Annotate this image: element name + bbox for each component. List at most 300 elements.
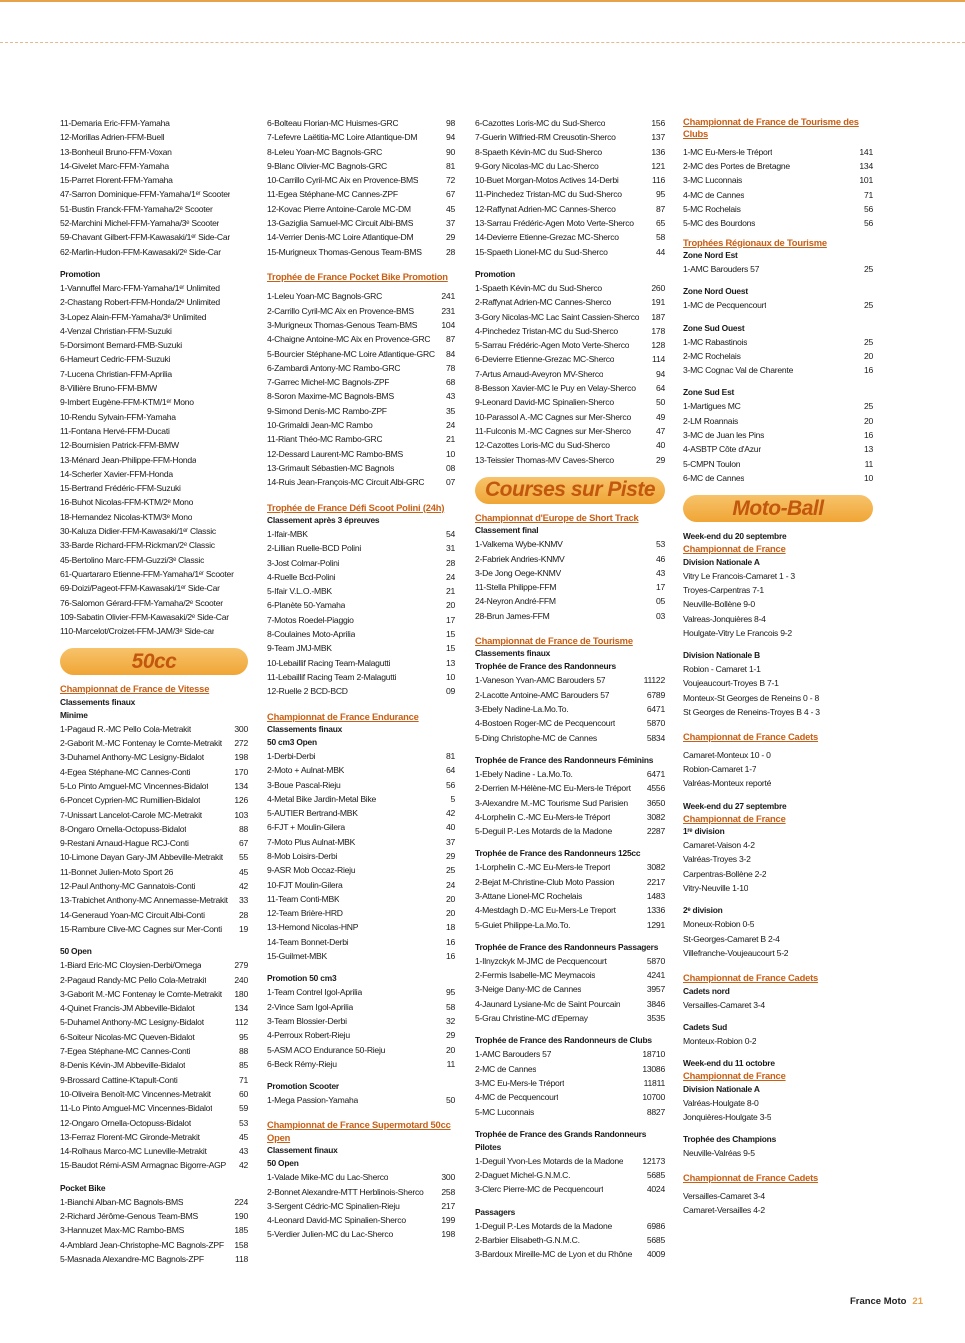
result-points: 240: [234, 974, 248, 985]
result-row: [683, 662, 873, 676]
result-points: 08: [445, 462, 455, 473]
section-subtitle: Cadets Sud: [683, 1021, 728, 1032]
result-row: [475, 997, 665, 1011]
result-name: 3-Attane Lionel-MC Rochelais: [475, 890, 583, 901]
result-name: 2-MC des Portes de Bretagne: [683, 161, 790, 172]
result-name: 8-Besson Xavier-MC le Puy en Velay-Sherco: [475, 383, 636, 394]
result-points: 37: [445, 836, 455, 847]
results-list: [475, 281, 665, 467]
result-points: 88: [238, 823, 248, 834]
result-points: 198: [441, 1229, 455, 1240]
result-row: [60, 338, 248, 352]
result-points: 241: [441, 291, 455, 302]
result-name: 3-Gaborit M.-MC Fontenay le Comte-Metrakit: [60, 988, 222, 999]
result-name: 13-Sarrau Frédéric-Agen Moto Verte-Sherco: [475, 218, 634, 229]
result-name: 13-Bonheuil Bruno-FFM-Voxan: [60, 146, 172, 157]
section-subtitle: Trophée de France des Randonneurs Féminins: [475, 754, 654, 765]
result-row: [683, 428, 873, 442]
results-list: [683, 145, 873, 231]
result-row: [683, 414, 873, 428]
result-row: [475, 187, 665, 201]
result-name: Moneux-Robion 0-5: [683, 919, 755, 930]
section-subtitle: Passagers: [475, 1206, 516, 1217]
result-name: 8-Soron Maxime-MC Bagnols-BMS: [267, 391, 394, 402]
result-name: 2-Fermis Isabelle-MC Meymacois: [475, 970, 596, 981]
section-subtitle: Trophée de France des Randonneurs de Clubs: [475, 1035, 652, 1046]
result-name: 3-De Jong Oege-KNMV: [475, 567, 562, 578]
result-row: [60, 567, 248, 581]
result-name: 1-Biard Eric-MC Cloysien-Derbi/Omega: [60, 960, 202, 971]
results-list: [475, 673, 665, 744]
result-points: 4241: [646, 970, 665, 981]
section-subtitle: Cadets nord: [683, 985, 730, 996]
result-row: [683, 881, 873, 895]
result-row: [60, 1058, 248, 1072]
result-row: [267, 792, 455, 806]
result-points: 11122: [643, 675, 665, 686]
result-row: [475, 1090, 665, 1104]
result-points: 170: [234, 766, 248, 777]
result-points: 25: [445, 865, 455, 876]
result-row: [475, 1062, 665, 1076]
result-row: [60, 1209, 248, 1223]
result-points: 29: [445, 232, 455, 243]
result-row: [267, 527, 455, 541]
result-row: [683, 838, 873, 852]
result-row: [475, 338, 665, 352]
result-name: 2-Fabriek Andries-KNMV: [475, 553, 565, 564]
banner-label: Courses sur Piste: [484, 478, 656, 502]
result-row: [683, 776, 873, 790]
result-row: [267, 641, 455, 655]
result-row: [475, 537, 665, 551]
result-name: Carpentras-Bollène 2-2: [683, 868, 767, 879]
section-subtitle: Division Nationale A: [683, 1083, 760, 1094]
result-row: [683, 998, 873, 1012]
result-points: 64: [655, 383, 665, 394]
result-name: 3-Ebely Nadine-La.Mo.To.: [475, 704, 569, 715]
result-row: [60, 553, 248, 567]
result-name: 2-Lacotte Antoine-AMC Barouders 57: [475, 689, 610, 700]
result-name: 61-Quartararo Etienne-FFM-Yamaha/1ᵉʳ Scooter: [60, 568, 234, 579]
result-name: 2-Gaborit M.-MC Fontenay le Comte-Metrakit: [60, 738, 222, 749]
result-row: [267, 418, 455, 432]
result-name: 13-Ferraz Florent-MC Gironde-Metrakit: [60, 1131, 200, 1142]
result-name: 16-Buhot Nicolas-FFM-KTM/2ᵉ Mono: [60, 497, 194, 508]
section-title: Championnat de France Cadets: [683, 972, 819, 984]
result-row: [475, 424, 665, 438]
result-row: [475, 202, 665, 216]
result-name: 7-Garrec Michel-MC Bagnols-ZPF: [267, 377, 390, 388]
section-subtitle: Trophée de France des Grands Randonneurs: [475, 1128, 647, 1139]
result-row: [60, 1116, 248, 1130]
section-title: Championnat de France de Tourisme des Clubs: [683, 116, 859, 140]
section-title: Championnat d'Europe de Short Track: [475, 511, 639, 523]
result-name: Troyes-Carpentras 7-1: [683, 584, 764, 595]
results-list: [60, 722, 248, 936]
result-name: 2-LM Roannais: [683, 415, 739, 426]
result-name: 2-Chastang Robert-FFM-Honda/2ᵉ Unlimited: [60, 297, 220, 308]
section-title: Trophée de France Pocket Bike Promotion: [267, 270, 448, 282]
result-points: 25: [863, 264, 873, 274]
result-row: [683, 1189, 873, 1203]
result-name: 1-Ebely Nadine - La.Mo.To.: [475, 768, 573, 779]
result-name: 13-Gaziglia Samuel-MC Circuit Albi-BMS: [267, 218, 414, 229]
result-points: 50: [445, 1095, 455, 1106]
section-subtitle: Trophée des Champions: [683, 1134, 777, 1145]
section-subtitle: Zone Nord Ouest: [683, 286, 748, 297]
result-name: 4-ASBTP Côte d'Azur: [683, 444, 761, 455]
result-row: [60, 467, 248, 481]
result-points: 25: [863, 336, 873, 347]
result-name: Valréas-Houlgate 8-0: [683, 1097, 759, 1108]
result-points: 24: [445, 571, 455, 582]
result-points: 87: [445, 334, 455, 345]
result-points: 17: [445, 614, 455, 625]
result-name: 11-Pinchedez Tristan-MC du Sud-Sherco: [475, 189, 622, 200]
result-row: [683, 748, 873, 762]
result-name: 3-Neige Dany-MC de Cannes: [475, 984, 582, 995]
result-row: [475, 130, 665, 144]
section-title: Championnat de France: [683, 1070, 786, 1082]
result-row: [475, 159, 665, 173]
result-row: [267, 892, 455, 906]
result-points: 114: [652, 354, 665, 365]
result-row: [683, 145, 873, 159]
result-points: 20: [863, 415, 873, 426]
result-row: [683, 202, 873, 216]
result-row: [60, 395, 248, 409]
result-name: 5-ASM ACO Endurance 50-Rieju: [267, 1044, 386, 1055]
result-name: Monteux-St Georges de Reneins 0 - 8: [683, 692, 819, 703]
result-row: [475, 145, 665, 159]
result-row: [60, 438, 248, 452]
result-row: [267, 404, 455, 418]
result-points: 45: [238, 1131, 248, 1142]
result-name: 11-Stella Philippe-FFM: [475, 582, 557, 593]
result-row: [475, 1047, 665, 1061]
result-name: 4-Bostoen Roger-MC de Pecquencourt: [475, 718, 616, 729]
result-row: [60, 481, 248, 495]
result-points: 33: [238, 895, 248, 906]
result-row: [60, 736, 248, 750]
result-points: 67: [445, 189, 455, 200]
banner-label: 50cc: [131, 649, 177, 673]
result-points: 121: [651, 160, 665, 171]
result-row: [683, 335, 873, 349]
result-row: [60, 410, 248, 424]
result-row: [60, 116, 248, 130]
result-name: 1-MC Eu-Mers-le Tréport: [683, 146, 773, 157]
result-row: [683, 705, 873, 719]
result-row: [267, 570, 455, 584]
section-title: Championnat de France de Tourisme: [475, 635, 633, 647]
result-name: 3-Duhamel Anthony-MC Lesigny-Bidalot: [60, 752, 204, 763]
result-name: 1-AMC Barouders 57: [683, 264, 760, 274]
result-row: [60, 216, 248, 230]
result-row: [60, 1015, 248, 1029]
result-name: 10-Limone Dayan Gary-JM Abbeville-Metrakit: [60, 852, 223, 863]
result-name: 1-MC Rabastinois: [683, 336, 748, 347]
result-row: [60, 295, 248, 309]
result-name: Neuville-Bollène 9-0: [683, 599, 755, 610]
result-points: 72: [445, 175, 455, 186]
publication-name: France Moto: [849, 1296, 907, 1307]
result-points: 5685: [646, 1235, 665, 1246]
results-list: [475, 860, 665, 931]
results-list: [683, 569, 873, 640]
result-row: [60, 822, 248, 836]
result-name: Camaret-Monteux 10 - 0: [683, 749, 771, 760]
result-points: 11811: [643, 1077, 665, 1088]
section-subtitle: Zone Nord Est: [683, 250, 738, 260]
result-points: 24: [445, 420, 455, 431]
result-name: 5-Grau Christine-MC d'Epernay: [475, 1013, 588, 1024]
section-title: Trophées Régionaux de Tourisme: [683, 236, 827, 248]
result-name: 15-Spaeth Lionel-MC du Sud-Sherco: [475, 246, 608, 257]
result-points: 134: [234, 1003, 248, 1014]
result-name: 6-Zambardi Antony-MC Rambo-GRC: [267, 362, 401, 373]
result-name: 45-Bertolino Marc-FFM-Guzzi/3ᵉ Classic: [60, 554, 205, 565]
result-row: [475, 173, 665, 187]
result-name: 4-MC de Cannes: [683, 189, 745, 200]
result-row: [267, 173, 455, 187]
result-points: 128: [651, 340, 665, 351]
section-subtitle: 50 Open: [60, 946, 92, 957]
result-points: 20: [445, 1044, 455, 1055]
result-name: 14-Scherler Xavier-FFM-Honda: [60, 468, 173, 479]
result-row: [475, 1233, 665, 1247]
result-name: 9-Leonard David-MC Spinalien-Sherco: [475, 397, 614, 408]
result-row: [60, 779, 248, 793]
result-points: 88: [238, 1046, 248, 1057]
result-points: 6471: [646, 704, 665, 715]
result-name: 7-Lucena Christian-FFM-Aprilia: [60, 368, 172, 379]
result-name: 5-Bourcier Stéphane-MC Loire Atlantique-GRC: [267, 348, 435, 359]
result-name: 6-MC de Cannes: [683, 472, 745, 483]
result-row: [60, 750, 248, 764]
section-subtitle: Week-end du 11 octobre: [683, 1058, 775, 1069]
result-name: 6-Devierre Etienne-Grezac MC-Sherco: [475, 354, 615, 365]
result-name: 10-Parassol A.-MC Cagnes sur Mer-Sherco: [475, 411, 631, 422]
result-name: 3-Bardoux Mireille-MC de Lyon et du Rhône: [475, 1249, 633, 1260]
result-row: [683, 612, 873, 626]
result-row: [475, 796, 665, 810]
result-name: 28-Brun James-FFM: [475, 610, 550, 621]
result-row: [475, 1011, 665, 1025]
result-name: 2-MC de Cannes: [475, 1063, 537, 1074]
result-row: [267, 627, 455, 641]
result-row: [60, 1087, 248, 1101]
result-points: 81: [445, 160, 455, 171]
result-row: [683, 569, 873, 583]
result-points: 185: [234, 1225, 248, 1236]
results-list: [683, 838, 873, 895]
result-row: [267, 806, 455, 820]
result-points: 6986: [646, 1220, 665, 1231]
result-points: 29: [655, 454, 665, 465]
result-row: [683, 583, 873, 597]
result-name: 1-Ilnyzckyk M-JMC de Pecquencourt: [475, 955, 607, 966]
result-row: [475, 1168, 665, 1182]
result-row: [475, 968, 665, 982]
result-name: Camaret-Vaison 4-2: [683, 840, 755, 851]
result-points: 65: [655, 218, 665, 229]
result-points: 28: [238, 909, 248, 920]
result-row: [60, 1130, 248, 1144]
result-points: 45: [238, 866, 248, 877]
result-points: 101: [859, 175, 873, 186]
result-name: Valreas-Jonquières 8-4: [683, 613, 766, 624]
result-row: [60, 850, 248, 864]
results-list: [475, 1154, 665, 1197]
banner-label: Moto-Ball: [732, 496, 824, 520]
result-name: 24-Neyron André-FFM: [475, 596, 556, 607]
result-points: 24: [445, 879, 455, 890]
result-points: 136: [651, 146, 665, 157]
result-name: 6-Beck Rémy-Rieju: [267, 1058, 337, 1069]
result-name: 11-Lo Pinto Amguel-MC Vincennes-Bidalot: [60, 1103, 213, 1114]
result-name: 3-Boue Pascal-Rieju: [267, 779, 341, 790]
result-points: 112: [235, 1017, 248, 1028]
result-name: Vitry Le Francois-Camaret 1 - 3: [683, 570, 795, 581]
result-points: 43: [445, 391, 455, 402]
result-points: 4009: [646, 1249, 665, 1260]
result-name: 5-Verdier Julien-MC du Lac-Sherco: [267, 1229, 393, 1240]
result-row: [475, 688, 665, 702]
result-row: [267, 1227, 455, 1241]
result-row: [60, 908, 248, 922]
section-subtitle: Zone Sud Ouest: [683, 322, 745, 333]
result-row: [683, 762, 873, 776]
result-row: [60, 836, 248, 850]
result-row: [267, 475, 455, 489]
results-list: [683, 262, 873, 276]
section-title: Championnat de France: [683, 812, 786, 824]
section-subtitle: Promotion 50 cm3: [267, 973, 337, 984]
result-points: 40: [655, 440, 665, 451]
result-row: [475, 281, 665, 295]
section-subtitle: Trophée de France des Randonneurs 125cc: [475, 848, 641, 859]
result-row: [267, 375, 455, 389]
result-points: 3535: [646, 1013, 665, 1024]
results-list: [267, 289, 455, 489]
result-points: 104: [441, 319, 455, 330]
result-name: Versailles-Camaret 3-4: [683, 1190, 765, 1201]
result-row: [683, 173, 873, 187]
result-name: 10-Grimaldi Jean-MC Rambo: [267, 420, 373, 431]
results-list: [683, 399, 873, 485]
result-name: 12-Morillas Adrien-FFM-Buell: [60, 132, 165, 143]
result-points: 118: [235, 1253, 248, 1264]
results-list: [267, 1093, 455, 1107]
result-points: 3846: [646, 998, 665, 1009]
result-points: 11: [446, 1058, 455, 1069]
section-title: Trophée de France Défi Scoot Polini (24h): [267, 501, 445, 513]
section-subtitle: Promotion: [60, 268, 101, 279]
result-name: Valréas-Monteux reporté: [683, 778, 772, 789]
result-row: [683, 399, 873, 413]
result-row: [475, 1247, 665, 1261]
result-row: [60, 173, 248, 187]
result-row: [475, 810, 665, 824]
result-name: 15-Baudot Rémi-ASM Armagnac Bigorre-AGP: [60, 1160, 227, 1171]
result-name: 3-Hannuzet Max-MC Rambo-BMS: [60, 1225, 185, 1236]
result-points: 20: [445, 908, 455, 919]
result-row: [267, 304, 455, 318]
result-points: 68: [445, 377, 455, 388]
result-points: 32: [445, 1015, 455, 1026]
result-row: [683, 626, 873, 640]
result-row: [267, 347, 455, 361]
result-name: 1-Vaneson Yvan-AMC Barouders 57: [475, 675, 606, 686]
result-name: 8-Leleu Yoan-MC Bagnols-GRC: [267, 146, 383, 157]
result-points: 18710: [642, 1049, 665, 1060]
result-points: 15: [445, 629, 455, 640]
result-points: 3957: [646, 984, 665, 995]
results-list: [267, 527, 455, 699]
result-name: Voujeaucourt-Troyes B 7-1: [683, 678, 779, 689]
result-points: 29: [445, 850, 455, 861]
result-name: 52-Marchini Michel-FFM-Yamaha/3ᵉ Scooter: [60, 218, 220, 229]
result-name: Houlgate-Vitry Le Francois 9-2: [683, 627, 792, 638]
results-list: [683, 1096, 873, 1125]
result-name: 14-Generaud Yoan-MC Circuit Albi-Conti: [60, 909, 205, 920]
result-name: 13-Ménard Jean-Philippe-FFM-Honda: [60, 454, 197, 465]
result-name: 3-MC Luconnais: [683, 175, 743, 186]
result-row: [475, 767, 665, 781]
result-points: 85: [238, 1060, 248, 1071]
result-points: 81: [445, 750, 455, 761]
result-row: [60, 1144, 248, 1158]
result-name: Monteux-Robion 0-2: [683, 1035, 757, 1046]
section-title: Championnat de France: [683, 543, 786, 555]
result-row: [267, 159, 455, 173]
result-points: 94: [445, 132, 455, 143]
result-points: 5870: [646, 718, 665, 729]
result-name: 7-Moto Plus Aulnat-MBK: [267, 836, 356, 847]
result-points: 64: [445, 765, 455, 776]
result-points: 87: [655, 203, 665, 214]
result-row: [267, 432, 455, 446]
section-subtitle: Classements finaux: [60, 696, 136, 707]
result-points: 37: [445, 218, 455, 229]
result-points: 10700: [642, 1092, 665, 1103]
results-list: [267, 749, 455, 963]
result-row: [60, 187, 248, 201]
page-number: 21: [912, 1296, 923, 1307]
result-points: 95: [238, 1031, 248, 1042]
results-list: [475, 1219, 665, 1262]
result-points: 20: [445, 893, 455, 904]
result-row: [60, 722, 248, 736]
section-subtitle: Pilotes: [475, 1141, 502, 1152]
result-points: 20: [863, 350, 873, 361]
result-row: [475, 824, 665, 838]
result-name: 2-Richard Jérôme-Genous Team-BMS: [60, 1211, 198, 1221]
result-row: [267, 863, 455, 877]
result-row: [60, 524, 248, 538]
result-name: 14-Devierre Etienne-Grezac MC-Sherco: [475, 232, 619, 243]
result-points: 217: [441, 1200, 455, 1211]
result-points: 31: [445, 543, 455, 554]
result-points: 258: [441, 1186, 455, 1197]
result-name: 4-Chaigne Antoine-MC Aix en Provence-GRC: [267, 334, 431, 345]
result-row: [60, 424, 248, 438]
result-name: 5-Deguil P.-Les Motards de la Madone: [475, 826, 613, 837]
result-row: [60, 973, 248, 987]
result-row: [475, 875, 665, 889]
